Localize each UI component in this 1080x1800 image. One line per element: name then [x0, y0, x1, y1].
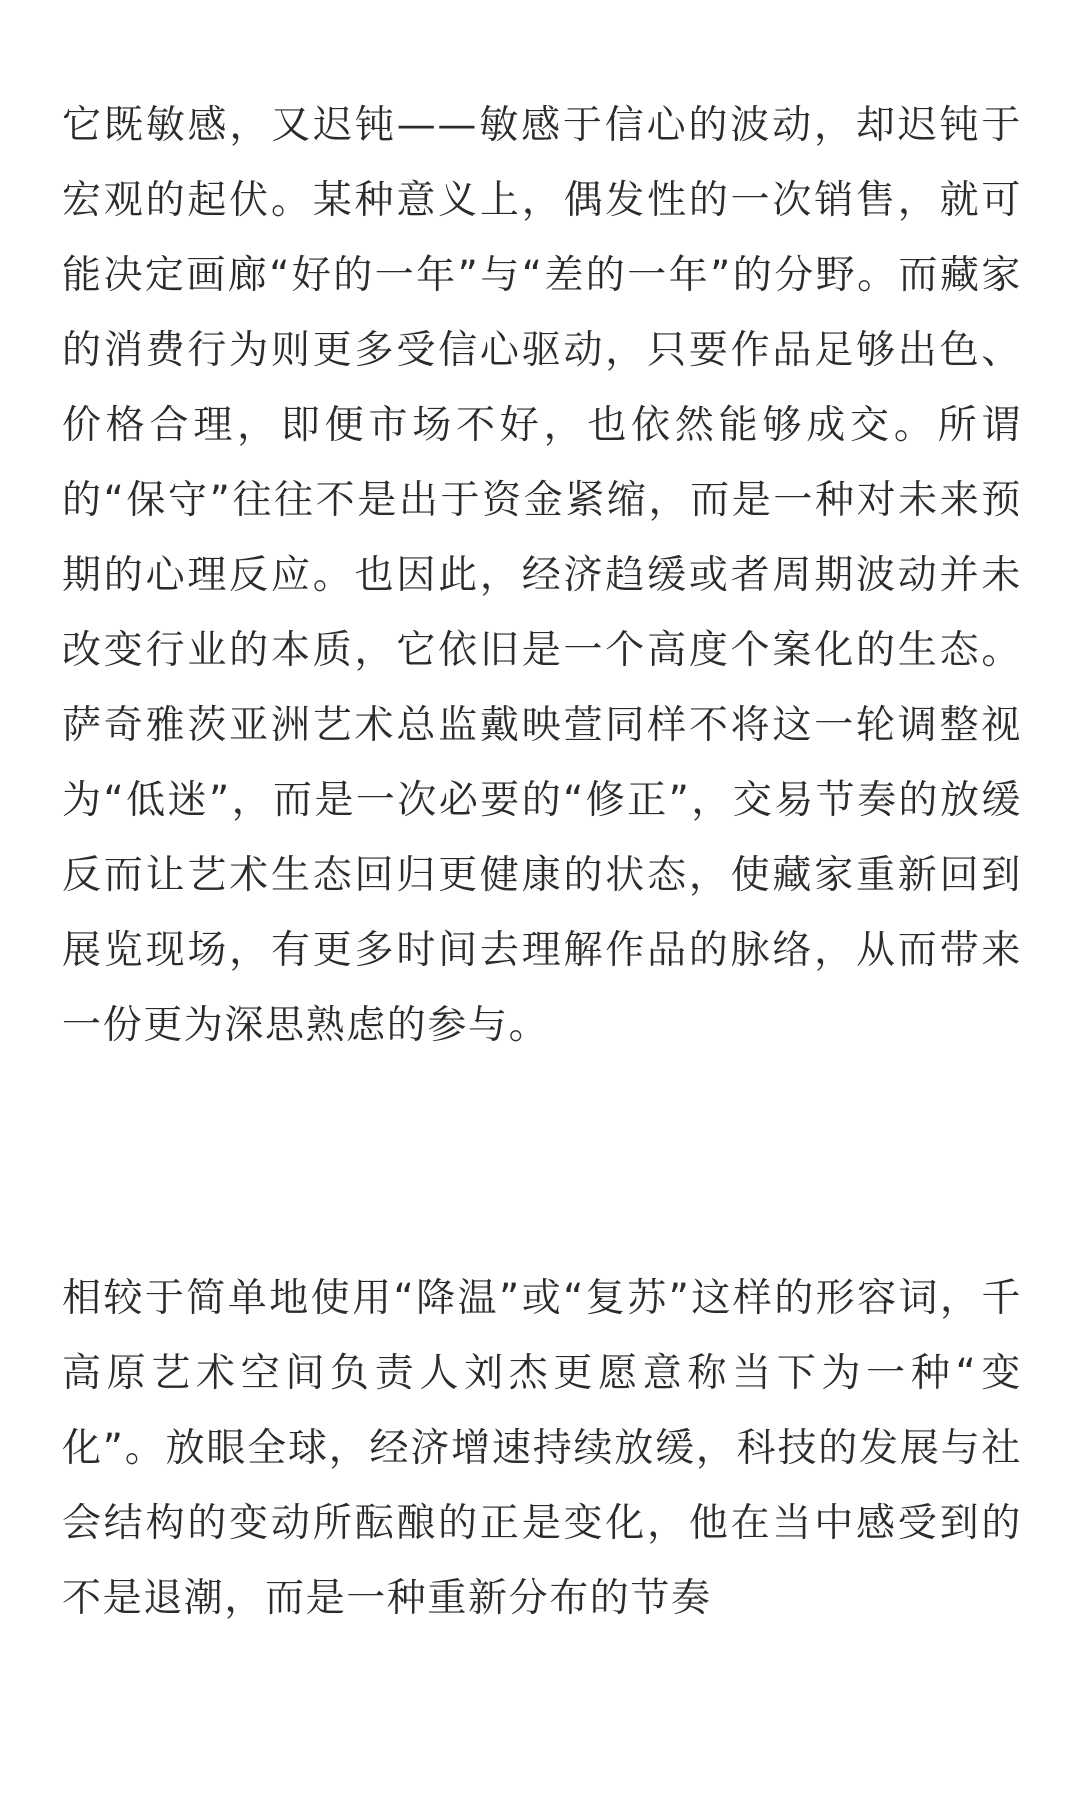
article-body — [62, 88, 1022, 1636]
paragraph-market-change: 相较于简单地使用“降温”或“复苏”这样的形容词，千高原艺术空间负责人刘杰更愿意称当下为一种“变化”。放眼全球，经济增速持续放缓，科技的发展与社会结构的变动所酝酿的正是变化，他在当中感受到的不是退潮，而是一种重新分布的节奏 — [62, 1276, 1022, 1621]
paragraph-market-confidence: 它既敏感，又迟钝——敏感于信心的波动，却迟钝于宏观的起伏。某种意义上，偶发性的一次销售，就可能决定画廊“好的一年”与“差的一年”的分野。而藏家的消费行为则更多受信心驱动，只要作品足够出色、价格合理，即便市场不好，也依然能够成交。所谓的“保守”往往不是出于资金紧缩，而是一种对未来预期的心理反应。也因此，经济趋缓或者周期波动并未改变行业的本质，它依旧是一个高度个案化的生态。萨奇雅茨亚洲艺术总监戴映萱同样不将这一轮调整视为“低迷”，而是一次必要的“修正”，交易节奏的放缓反而让艺术生态回归更健康的状态，使藏家重新回到展览现场，有更多时间去理解作品的脉络，从而带来一份更为深思熟虑的参与。 — [62, 103, 1022, 1048]
